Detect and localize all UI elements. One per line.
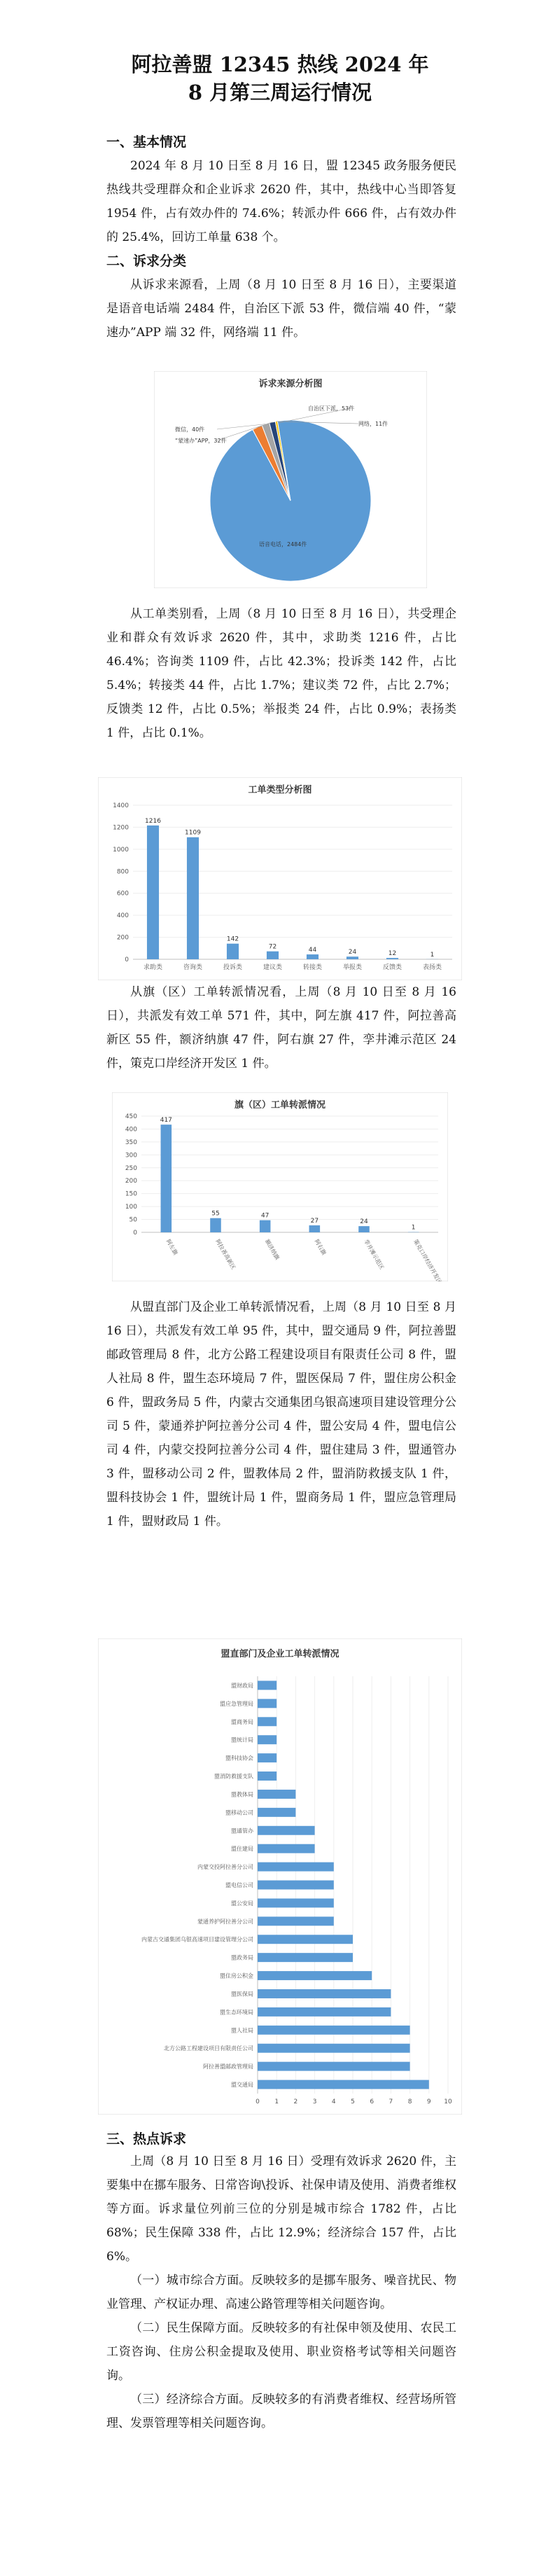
y-tick-label: 200 (125, 1178, 137, 1185)
y-tick-label: 400 (125, 1126, 137, 1134)
y-tick-label: 400 (116, 912, 129, 920)
bar-value-label: 55 (211, 1210, 220, 1218)
y-tick-label: 盟教体局 (231, 1791, 253, 1798)
bar (258, 1953, 353, 1962)
y-tick-label: 蒙通养护阿拉善分公司 (197, 1918, 253, 1925)
y-tick-label: 350 (125, 1139, 137, 1146)
bar (187, 837, 199, 959)
y-tick-label: 150 (125, 1190, 137, 1198)
y-tick-label: 1400 (113, 802, 129, 809)
x-tick-label: 孪井滩示范区 (363, 1238, 386, 1271)
bar-value-label: 1216 (145, 817, 161, 825)
bar (258, 1971, 372, 1980)
y-tick-label: 北方公路工程建设项目有限责任公司 (164, 2045, 253, 2052)
x-tick-label: 9 (426, 2098, 431, 2105)
bar (258, 1808, 295, 1817)
x-tick-label: 10 (444, 2098, 452, 2105)
y-tick-label: 0 (133, 1230, 137, 1237)
bar (258, 2044, 410, 2053)
y-tick-label: 盟交通局 (231, 2082, 253, 2089)
chart-title: 盟直部门及企业工单转派情况 (220, 1649, 340, 1659)
bar-value-label: 47 (260, 1212, 270, 1220)
bar (307, 954, 318, 959)
pie-data-label: 自治区下派，53件 (308, 405, 355, 412)
x-tick-label: 阿右旗 (313, 1238, 328, 1256)
x-tick-label: 4 (331, 2098, 336, 2105)
y-tick-label: 盟财政局 (231, 1682, 253, 1689)
x-tick-label: 阿左旗 (164, 1238, 179, 1256)
bar (161, 1125, 172, 1232)
y-tick-label: 盟住建局 (231, 1846, 253, 1853)
x-tick-label: 策克口岸经济开发区 (412, 1238, 443, 1281)
bar (258, 2026, 410, 2035)
bar (258, 1753, 276, 1762)
bar-value-label: 1 (430, 951, 435, 959)
x-tick-label: 8 (407, 2098, 412, 2105)
chart-title: 工单类型分析图 (248, 785, 312, 795)
x-tick-label: 3 (312, 2098, 317, 2105)
y-tick-label: 200 (116, 934, 129, 942)
bar (258, 2007, 391, 2017)
x-tick-label: 举报类 (342, 964, 363, 971)
bar (258, 1735, 276, 1744)
bar-value-label: 72 (268, 943, 277, 951)
bar (260, 1220, 271, 1232)
bar (386, 958, 398, 959)
y-tick-label: 600 (116, 890, 129, 898)
x-tick-label: 投诉类 (223, 964, 243, 971)
x-tick-label: 6 (370, 2098, 374, 2105)
para-hot-welfare: （二）民生保障方面。反映较多的有社保申领及使用、农民工工资咨询、住房公积金提取及使用、职业资格考试等相关问题咨询。 (106, 2321, 456, 2383)
chart-frame (98, 1638, 462, 2115)
y-tick-label: 50 (129, 1216, 137, 1224)
bar (258, 1826, 315, 1835)
x-tick-label: 求助类 (143, 964, 163, 971)
y-tick-label: 盟人社局 (231, 2027, 253, 2034)
x-tick-label: 反馈类 (382, 964, 402, 971)
para-hot-economy: （三）经济综合方面。反映较多的有消费者维权、经营场所管理、发票管理等相关问题咨询。 (106, 2393, 456, 2430)
bar-value-label: 1 (411, 1224, 416, 1232)
heading-hot: 三、热点诉求 (106, 2131, 187, 2147)
bar (346, 956, 358, 959)
y-tick-label: 盟电信公司 (225, 1882, 253, 1888)
bar (258, 1699, 276, 1708)
heading-basic: 一、基本情况 (106, 134, 187, 150)
bar (258, 2062, 410, 2071)
bar (258, 1771, 276, 1781)
para-departments: 从盟直部门及企业工单转派情况看，上周（8 月 10 日至 8 月 16 日），共派发有效工单 95 件，其中，盟交通局 9 件，阿拉善盟邮政管理局 8 件，北方公路工程建设项目有限责任公司 8 件，盟人社局 8 件，盟生态环境局 7 件，盟医保局 7 件，盟住房公积金 6 件，盟政务局 5 件，内蒙古交通集团乌银高速项目建设管理分公司 5 件，蒙通养护阿拉善分公司 4 件，盟公安局 4 件，盟电信公司 4 件，内蒙交投阿拉善分公司 4 件，盟住建局 3 件，盟通管办 3 件，盟移动公司 2 件，盟教体局 2 件，盟消防救援支队 1 件，盟科技协会 1 件，盟统计局 1 件，盟商务局 1 件，盟应急管理局 1 件，盟财政局 1 件。 (106, 1300, 456, 1529)
y-tick-label: 盟通管办 (231, 1827, 253, 1834)
y-tick-label: 盟科技协会 (225, 1755, 253, 1762)
bar (258, 1790, 295, 1799)
y-tick-label: 盟移动公司 (225, 1809, 253, 1816)
heading-classification: 二、诉求分类 (106, 253, 187, 269)
x-tick-label: 转接类 (302, 964, 323, 971)
x-tick-label: 5 (351, 2098, 355, 2105)
type-bar-chart (98, 777, 462, 980)
pie-data-label: “蒙速办”APP，32件 (175, 438, 227, 444)
para-banner: 从旗（区）工单转派情况看，上周（8 月 10 日至 8 月 16 日），共派发有效工单 571 件，其中，阿左旗 417 件，阿拉善高新区 55 件，额济纳旗 47 件，阿右旗 27 件，孪井滩示范区 24 件，策克口岸经济开发区 1 件。 (106, 985, 456, 1071)
bar (358, 1226, 370, 1232)
x-tick-label: 阿拉善高新区 (214, 1238, 237, 1271)
para-basic: 2024 年 8 月 10 日至 8 月 16 日，盟 12345 政务服务便民热线共受理群众和企业诉求 2620 件，其中，热线中心当即答复 1954 件，占有效办件的 74.6%；转派办件 666 件，占有效办件的 25.4%，回访工单量 638 个。 (106, 159, 456, 244)
y-tick-label: 1000 (113, 846, 129, 854)
y-tick-label: 阿拉善盟邮政管理局 (203, 2063, 253, 2070)
x-tick-label: 表扬类 (422, 964, 442, 971)
y-tick-label: 盟消防救援支队 (214, 1773, 253, 1780)
bar-value-label: 27 (310, 1218, 319, 1225)
bar (147, 826, 159, 959)
y-tick-label: 盟公安局 (231, 1900, 253, 1907)
y-tick-label: 盟生态环境局 (220, 2009, 253, 2016)
bar-value-label: 44 (308, 947, 317, 954)
bar (309, 1225, 321, 1232)
bar (258, 1844, 315, 1853)
bar (258, 1935, 353, 1944)
bar (227, 944, 239, 959)
para-hot: 上周（8 月 10 日至 8 月 16 日）受理有效诉求 2620 件，主要集中在挪车服务、日常咨询\投诉、社保申请及使用、消费者维权等方面。诉求量位列前三位的分别是城市综合 1782 件，占比 68%；民生保障 338 件，占比 12.9%；经济综合 157 件，占比 6%。 (106, 2154, 456, 2264)
report-title-line2: 8 月第三周运行情况 (188, 81, 372, 104)
para-types: 从工单类别看，上周（8 月 10 日至 8 月 16 日），共受理企业和群众有效诉求 2620 件，其中，求助类 1216 件，占比 46.4%；咨询类 1109 件，占比 42.3%；投诉类 142 件，占比 5.4%；转接类 44 件，占比 1.7%；建议类 72 件，占比 2.7%；反馈类 12 件，占比 0.5%；举报类 24 件，占比 0.9%；表扬类 1 件，占比 0.1%。 (106, 607, 456, 740)
bar-value-label: 12 (388, 950, 397, 958)
y-tick-label: 盟统计局 (231, 1736, 253, 1743)
banner-bar-chart (112, 1092, 448, 1281)
y-tick-label: 300 (125, 1152, 137, 1160)
report-title-line1: 阿拉善盟 12345 热线 2024 年 (131, 53, 429, 76)
pie-data-label: 网络，11件 (358, 421, 388, 427)
y-tick-label: 800 (116, 868, 129, 876)
y-tick-label: 盟政务局 (231, 1954, 253, 1961)
x-tick-label: 额济纳旗 (263, 1238, 281, 1261)
pie-title: 诉求来源分析图 (258, 379, 323, 389)
y-tick-label: 盟应急管理局 (220, 1700, 253, 1707)
y-tick-label: 450 (125, 1113, 137, 1120)
chart-title: 旗（区）工单转派情况 (234, 1100, 326, 1111)
x-tick-label: 建议类 (262, 964, 283, 971)
bar (258, 1898, 334, 1907)
bar-value-label: 24 (348, 949, 357, 956)
bar-value-label: 142 (226, 935, 239, 943)
y-tick-label: 盟医保局 (231, 1991, 253, 1998)
bar (210, 1218, 221, 1232)
y-tick-label: 100 (125, 1204, 137, 1211)
bar (258, 1863, 334, 1872)
x-tick-label: 0 (255, 2098, 260, 2105)
para-sources: 从诉求来源看，上周（8 月 10 日至 8 月 16 日），主要渠道是语音电话端 2484 件，自治区下派 53 件，微信端 40 件，“蒙速办”APP 端 32 件，网络端 11 件。 (106, 278, 456, 340)
bar-value-label: 1109 (185, 829, 201, 837)
bar (258, 2080, 429, 2089)
pie-data-label: 语音电话，2484件 (259, 541, 307, 548)
pie-chart (154, 371, 427, 588)
bar (267, 952, 279, 959)
y-tick-label: 内蒙交投阿拉善分公司 (197, 1864, 253, 1871)
x-tick-label: 7 (388, 2098, 393, 2105)
bar (258, 1717, 276, 1726)
para-hot-city: （一）城市综合方面。反映较多的是挪车服务、噪音扰民、物业管理、产权证办理、高速公路管理等相关问题咨询。 (106, 2274, 456, 2311)
y-tick-label: 盟住房公积金 (220, 1972, 253, 1979)
bar (258, 1881, 334, 1890)
bar-value-label: 417 (160, 1117, 172, 1125)
bar (258, 1680, 276, 1690)
y-tick-label: 1200 (113, 824, 129, 832)
pie-data-label: 微信，40件 (175, 426, 205, 433)
y-tick-label: 0 (125, 956, 129, 963)
x-tick-label: 1 (274, 2098, 279, 2105)
bar (258, 1916, 334, 1926)
x-tick-label: 咨询类 (183, 964, 203, 971)
bar (258, 1989, 391, 1998)
y-tick-label: 盟商务局 (231, 1718, 253, 1725)
dept-bar-chart (98, 1638, 462, 2115)
y-tick-label: 内蒙古交通集团乌银高速项目建设管理分公司 (141, 1936, 253, 1943)
bar-value-label: 24 (360, 1218, 368, 1226)
y-tick-label: 250 (125, 1164, 137, 1172)
x-tick-label: 2 (293, 2098, 298, 2105)
